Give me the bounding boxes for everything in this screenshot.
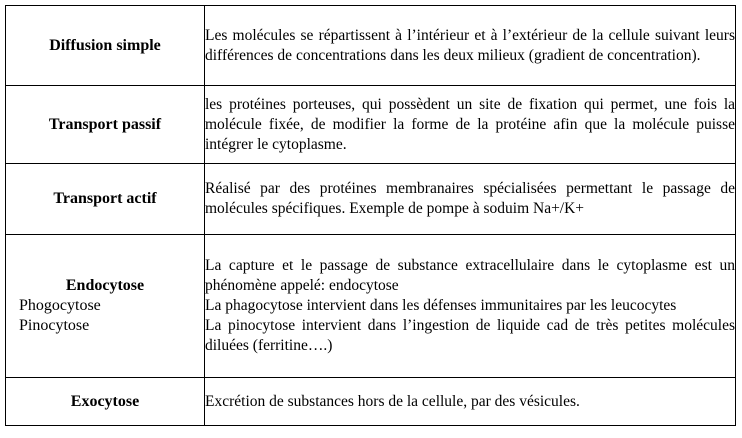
table-row	[6, 164, 736, 235]
description-cell	[205, 378, 736, 426]
term-endocytose: Endocytose	[65, 277, 145, 294]
term-transport-passif: Transport passif	[48, 115, 162, 133]
description-cell	[205, 164, 736, 235]
table-row	[6, 378, 736, 426]
subterm-pinocytose: Pinocytose	[19, 317, 90, 334]
description-exocytose: Excrétion de substances hors de la cellule, par des vésicules.	[205, 392, 580, 410]
term-cell	[6, 86, 205, 164]
description-transport-passif: les protéines porteuses, qui possèdent un site de fixation qui permet, une fois la molécule fixée, de modifier la forme de la protéine afin que la molécule puisse intégrer le cytoplasme.	[205, 95, 735, 153]
description-cell	[205, 235, 736, 378]
term-cell	[6, 6, 205, 86]
term-transport-actif: Transport actif	[53, 190, 157, 207]
transport-table	[5, 5, 736, 426]
term-diffusion-simple: Diffusion simple	[49, 36, 161, 54]
description-cell	[205, 86, 736, 164]
term-exocytose: Exocytose	[70, 392, 140, 410]
term-cell	[6, 164, 205, 235]
table-row	[6, 235, 736, 378]
endocytose-term-block	[6, 276, 204, 336]
term-cell	[6, 235, 205, 378]
table-row	[6, 6, 736, 86]
subterm-phogocytose: Phogocytose	[19, 297, 101, 314]
description-endocytose-paragraph: La capture et le passage de substance extracellulaire dans le cytoplasme est un phénomène appelé: endocytose	[205, 257, 735, 294]
description-pinocytose-paragraph: La pinocytose intervient dans l’ingestion de liquide cad de très petites molécules diluées (ferritine….)	[205, 317, 735, 354]
term-cell	[6, 378, 205, 426]
description-transport-actif: Réalisé par des protéines membranaires spécialisées permettant le passage de molécules spécifiques. Exemple de pompe à soduim Na+/K+	[205, 180, 735, 217]
description-phagocytose-paragraph: La phagocytose intervient dans les défenses immunitaires par les leucocytes	[205, 297, 677, 314]
description-cell	[205, 6, 736, 86]
description-diffusion-simple: Les molécules se répartissent à l’intérieur et à l’extérieur de la cellule suivant leurs différences de concentrations dans les deux milieux (gradient de concentration).	[205, 26, 735, 64]
table-row	[6, 86, 736, 164]
